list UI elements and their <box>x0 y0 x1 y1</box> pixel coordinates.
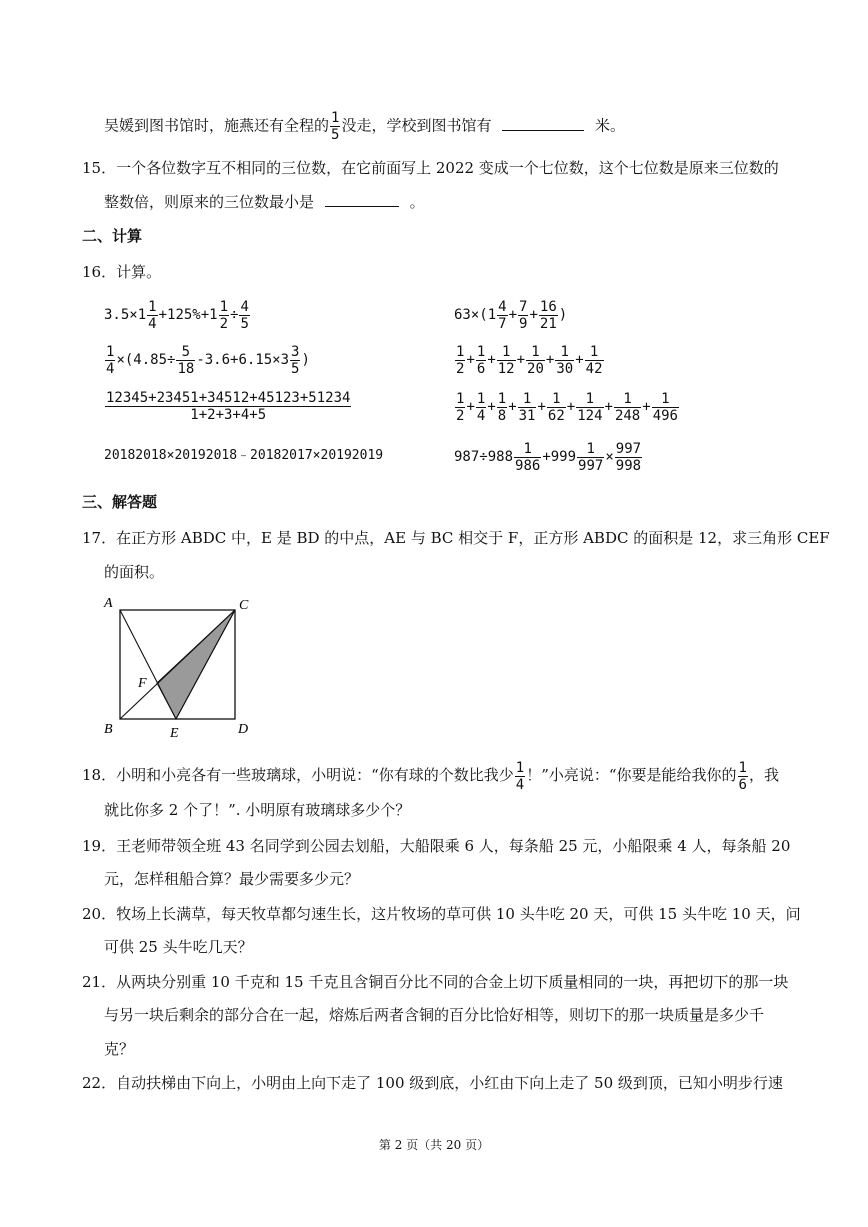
answer-blank[interactable] <box>325 192 399 207</box>
q18-line1: 18．小明和小亮各有一些玻璃球，小明说：“你有球的个数比我少 $\frac{1}{4}$ ！”小亮说：“你要是能给我你的 $\frac{1}{6}$ ，我 <box>82 759 779 793</box>
label-a: A <box>104 596 113 611</box>
label-c: C <box>239 598 249 613</box>
section-heading-calc: 二、计算 <box>82 227 143 245</box>
shaded-triangle-cef <box>157 610 235 719</box>
fraction: $\frac{1}{248}$ <box>614 390 641 424</box>
q22-line1: 22．自动扶梯由下向上，小明由上向下走了 100 级到底，小红由下向上走了 50 级到顶，已知小明步行速 <box>82 1074 783 1092</box>
fraction: $\frac{1}{2}$ <box>456 390 465 424</box>
q19-line2: 元，怎样租船合算？最少需要多少元？ <box>104 870 360 888</box>
label-f: F <box>138 676 147 691</box>
q17-line1: 17．在正方形 ABDC 中，E 是 BD 的中点，AE 与 BC 相交于 F，正方形 ABDC 的面积是 12，求三角形 CEF <box>82 529 830 547</box>
q20-line1: 20．牧场上长满草，每天牧草都匀速生长，这片牧场的草可供 10 头牛吃 20 天，可供 15 头牛吃 10 天，问 <box>82 905 801 923</box>
answer-blank[interactable] <box>502 116 584 131</box>
q20-line2: 可供 25 头牛吃几天？ <box>104 938 253 956</box>
q21-line1: 21．从两块分别重 10 千克和 15 千克且含铜百分比不同的合金上切下质量相同的一块，再把切下的那一块 <box>82 973 789 991</box>
q15-line2: 整数倍，则原来的三位数最小是 。 <box>104 193 425 211</box>
fraction: $\frac{1}{5}$ <box>331 110 340 143</box>
fraction: $\frac{1}{2}$ <box>456 343 465 377</box>
q21-line3: 克？ <box>104 1040 135 1058</box>
expr-3: $\frac{1}{4}$ ×(4.85÷ $\frac{5}{18}$ -3.6+6.15×3 $\frac{3}{5}$ ) <box>106 343 310 377</box>
q21-line2: 与另一块后剩余的部分合在一起，熔炼后两者含铜的百分比恰好相等，则切下的那一块质量是多少千 <box>104 1006 765 1024</box>
q18-line2: 就比你多 2 个了！”. 小明原有玻璃球多少个？ <box>104 801 411 819</box>
label-b: B <box>104 722 113 737</box>
fraction: $\frac{1}{496}$ <box>652 390 678 424</box>
fraction: $\frac{1}{30}$ <box>556 343 574 377</box>
q19-line1: 19．王老师带领全班 43 名同学到公园去划船，大船限乘 6 人，每条船 25 元，小船限乘 4 人，每条船 20 <box>82 837 791 855</box>
expr-1: 3.5×1 $\frac{1}{4}$ +125%+1 $\frac{1}{2}$ ÷ $\frac{4}{5}$ <box>104 298 249 332</box>
fraction: $\frac{1}{124}$ <box>577 390 603 424</box>
section-heading-solve: 三、解答题 <box>82 493 158 511</box>
fraction: $\frac{1}{62}$ <box>547 390 565 424</box>
label-e: E <box>170 726 179 740</box>
fraction: $\frac{1}{42}$ <box>585 343 603 377</box>
expr-6: $\frac{1}{2}$ + $\frac{1}{4}$ + $\frac{1}{8}$ + $\frac{1}{31}$ + $\frac{1}{62}$ + $\frac{1}{124}$ + $\frac{1}{248}$ + $\frac{1}{496}$ <box>456 390 678 424</box>
fraction: $\frac{1}{6}$ <box>476 343 486 377</box>
square-diagram <box>96 590 266 740</box>
q15-line1: 15．一个各位数字互不相同的三位数，在它前面写上 2022 变成一个七位数，这个七位数是原来三位数的 <box>82 159 779 177</box>
label-d: D <box>238 722 249 737</box>
expr-7: 20182018×20192018﹣20182017×20192019 <box>104 448 384 463</box>
fraction: $\frac{1}{20}$ <box>527 343 544 377</box>
line-ae <box>120 610 176 719</box>
fraction: $\frac{1}{4}$ <box>476 390 486 424</box>
expr-4: $\frac{1}{2}$ + $\frac{1}{6}$ + $\frac{1}{12}$ + $\frac{1}{20}$ + $\frac{1}{30}$ + $\frac{1}{42}$ <box>456 343 603 377</box>
q17-line2: 的面积。 <box>104 563 165 581</box>
q16-title: 16．计算。 <box>82 263 162 281</box>
fraction: $\frac{1}{8}$ <box>497 390 507 424</box>
page-footer: 第 2 页（共 20 页） <box>378 1138 490 1152</box>
fraction: $\frac{1}{31}$ <box>518 390 536 424</box>
expr-8: 987÷988 $\frac{1}{986}$ +999 $\frac{1}{997}$ × $\frac{997}{998}$ <box>454 440 642 474</box>
fraction: $\frac{1}{12}$ <box>497 343 515 377</box>
expr-5: $\frac{12345+23451+34512+45123+51234}{1+2+3+4+5}$ <box>106 390 351 423</box>
expr-2: 63×(1 $\frac{4}{7}$ + $\frac{7}{9}$ + $\frac{16}{21}$ ) <box>454 298 568 332</box>
q14-line: 吴媛到图书馆时，施燕还有全程的 $\frac{1}{5}$ 没走，学校到图书馆有 米。 <box>104 110 626 143</box>
